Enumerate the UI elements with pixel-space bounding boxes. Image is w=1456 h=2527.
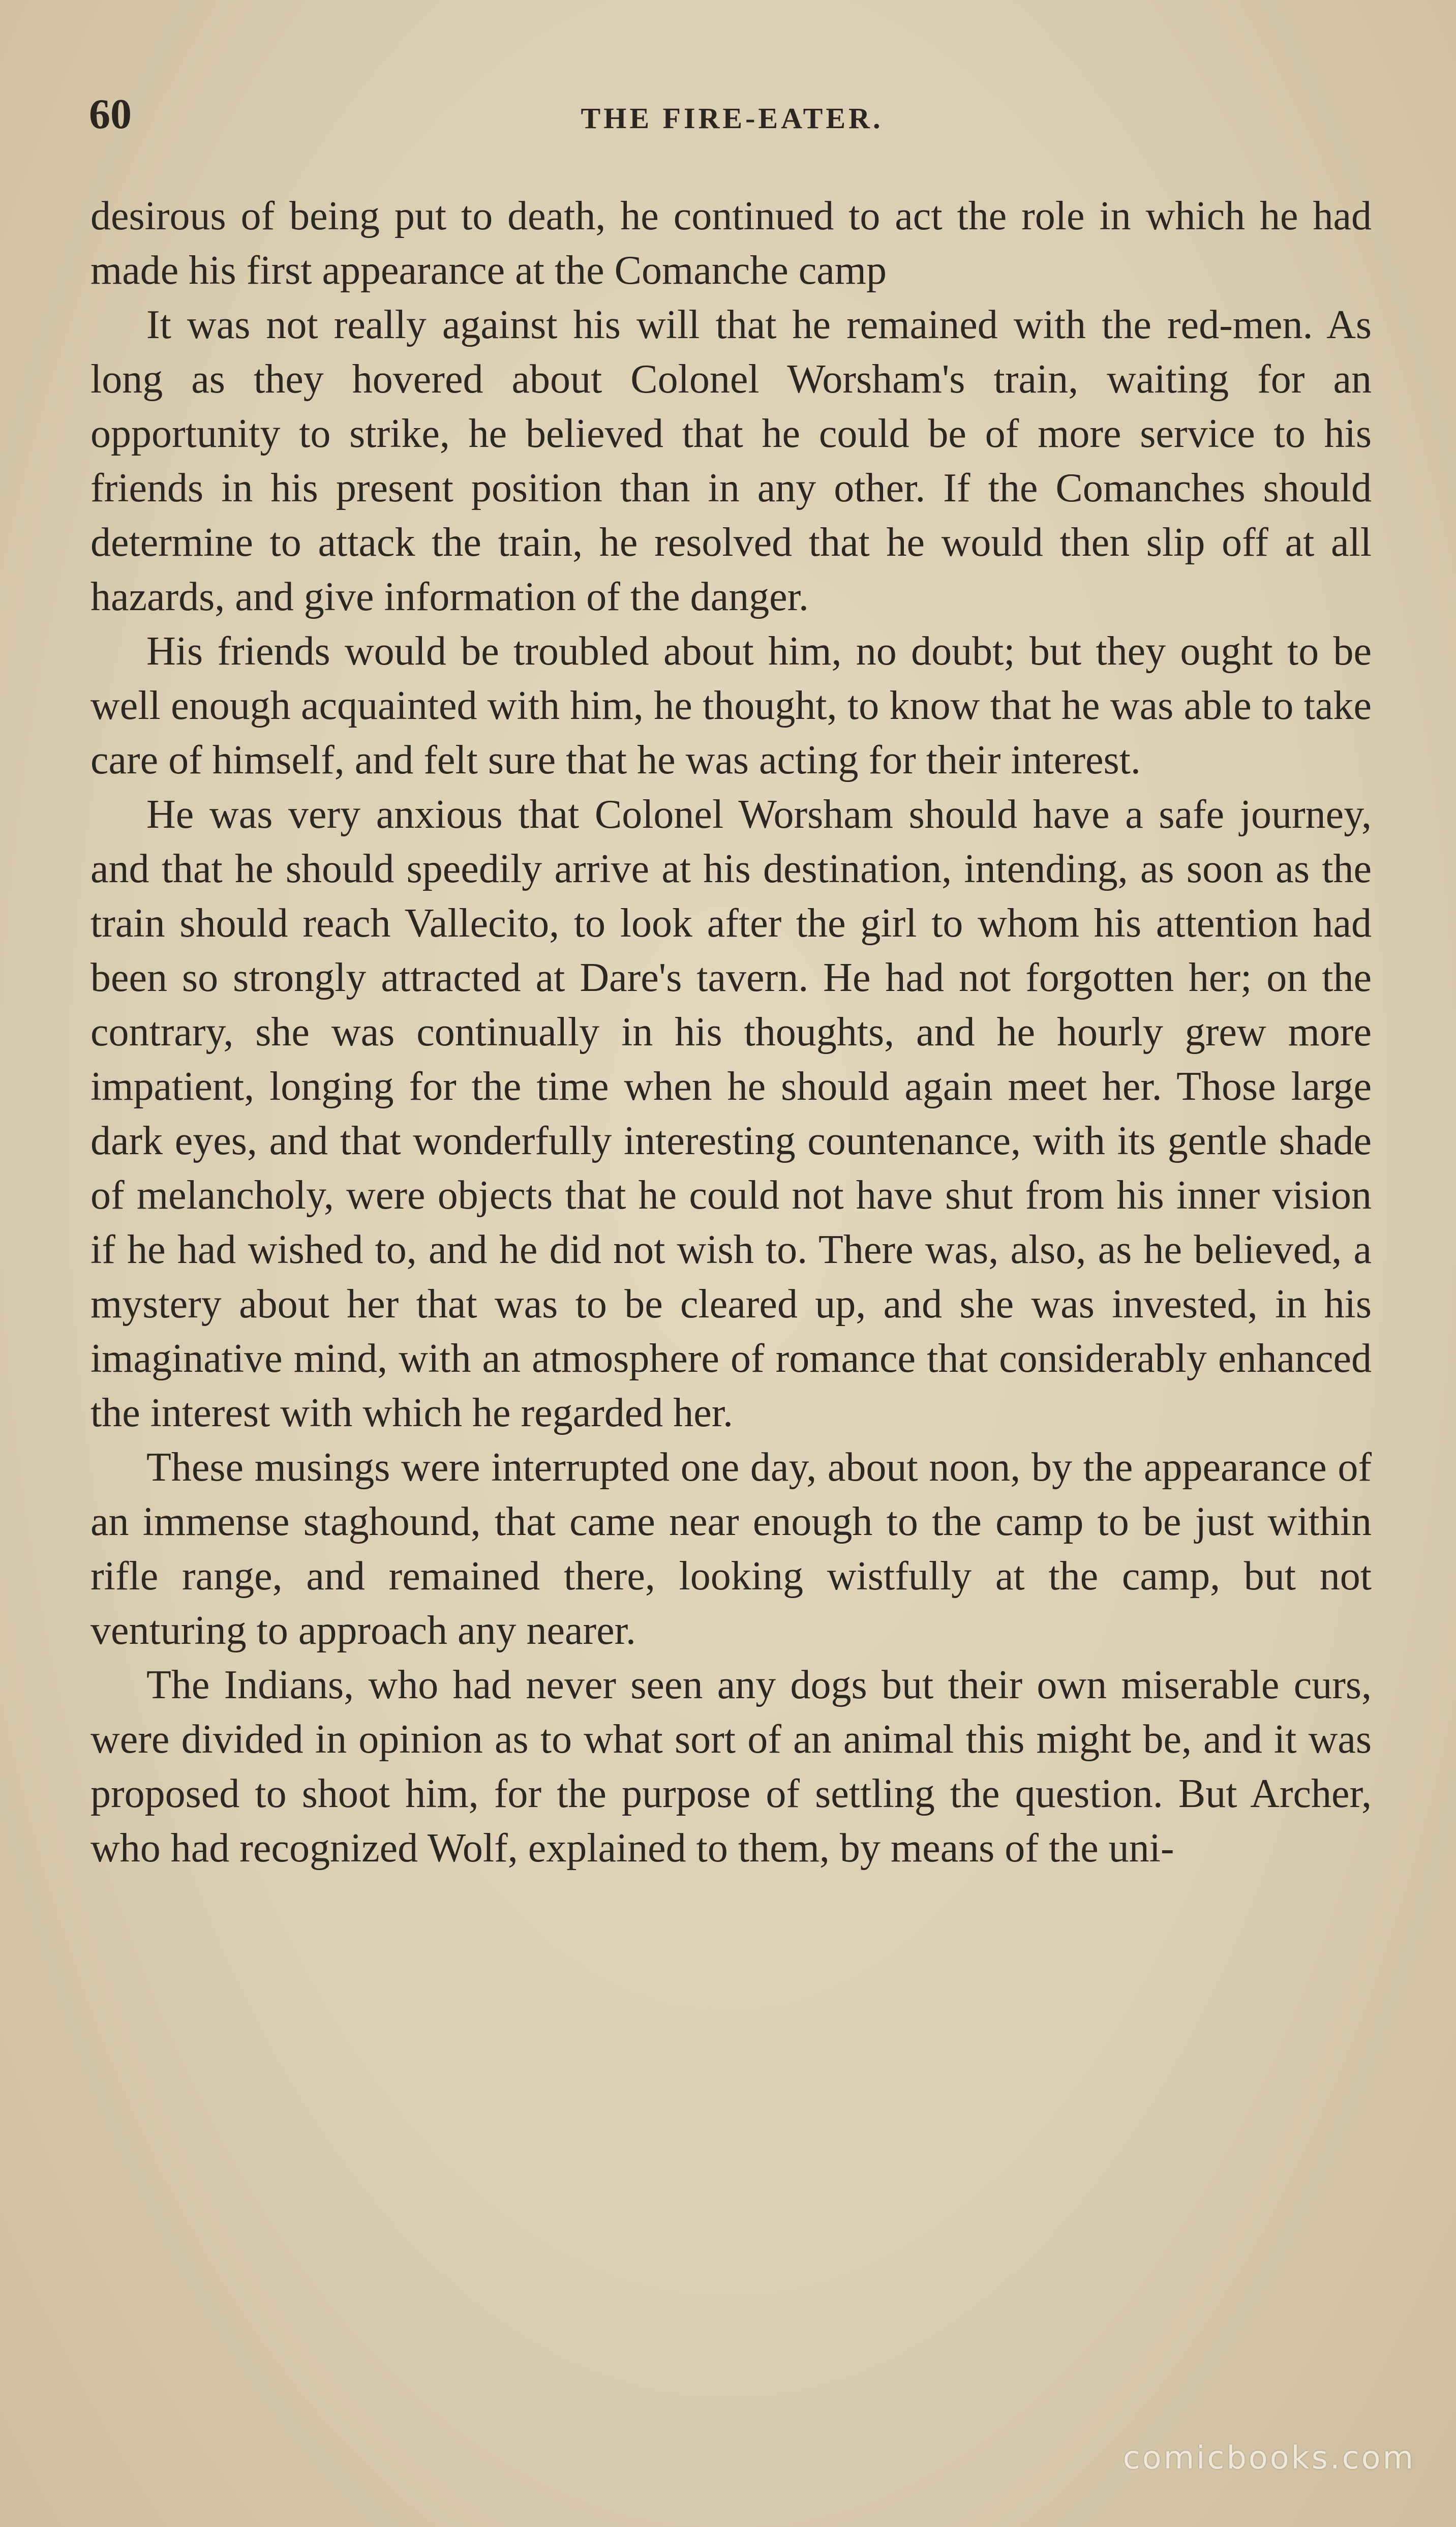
paragraph-6: The Indians, who had never seen any dogs but their own miserable curs, were divided in opinion as to what sort of an animal this might be, and it was proposed to shoot him, for the purpose of settling the question. But Archer, who had recognized Wolf, explained to them, by means of the uni- <box>90 1663 1372 1871</box>
page-number: 60 <box>89 91 132 138</box>
paragraph-2: It was not really against his will that he remained with the red-men. As long as they hovered about Colonel Worsham's train, waiting for an opportunity to strike, he believed that he could be of more service to his friends in his present position than in any other. If the Comanches should determine to attack the train, he resolved that he would then slip off at all hazards, and give information of the danger. <box>90 303 1372 619</box>
paragraph-4: He was very anxious that Colonel Worsham should have a safe journey, and that he should speedily arrive at his destination, intending, as soon as the train should reach Vallecito, to look after the girl to whom his attention had been so strongly attracted at Dare's tavern. He had not forgotten her; on the contrary, she was continually in his thoughts, and he hourly grew more impatient, longing for the time when he should again meet her. Those large dark eyes, and that wonderfully interesting countenance, with its gentle shade of melancholy, were objects that he could not have shut from his inner vision if he had wished to, and he did not wish to. There was, also, as he believed, a mystery about her that was to be cleared up, and she was invested, in his imaginative mind, with an atmosphere of romance that considerably enhanced the interest with which he regarded her. <box>90 792 1372 1435</box>
paragraph-3: His friends would be troubled about him, no doubt; but they ought to be well enough acquainted with him, he thought, to know that he was able to take care of himself, and felt sure that he was acting for their interest. <box>90 629 1372 783</box>
running-head: THE FIRE-EATER. <box>581 102 884 135</box>
paragraph-1: desirous of being put to death, he continued to act the role in which he had made his first appearance at the Comanche camp <box>90 194 1372 293</box>
body-text <box>90 189 1372 1876</box>
page-header <box>89 89 1375 140</box>
site-watermark: comicbooks.com <box>1123 2439 1415 2476</box>
paragraph-5: These musings were interrupted one day, about noon, by the appearance of an immense staghound, that came near enough to the camp to be just within rifle range, and remained there, looking wistfully at the camp, but not venturing to approach any nearer. <box>90 1445 1372 1653</box>
